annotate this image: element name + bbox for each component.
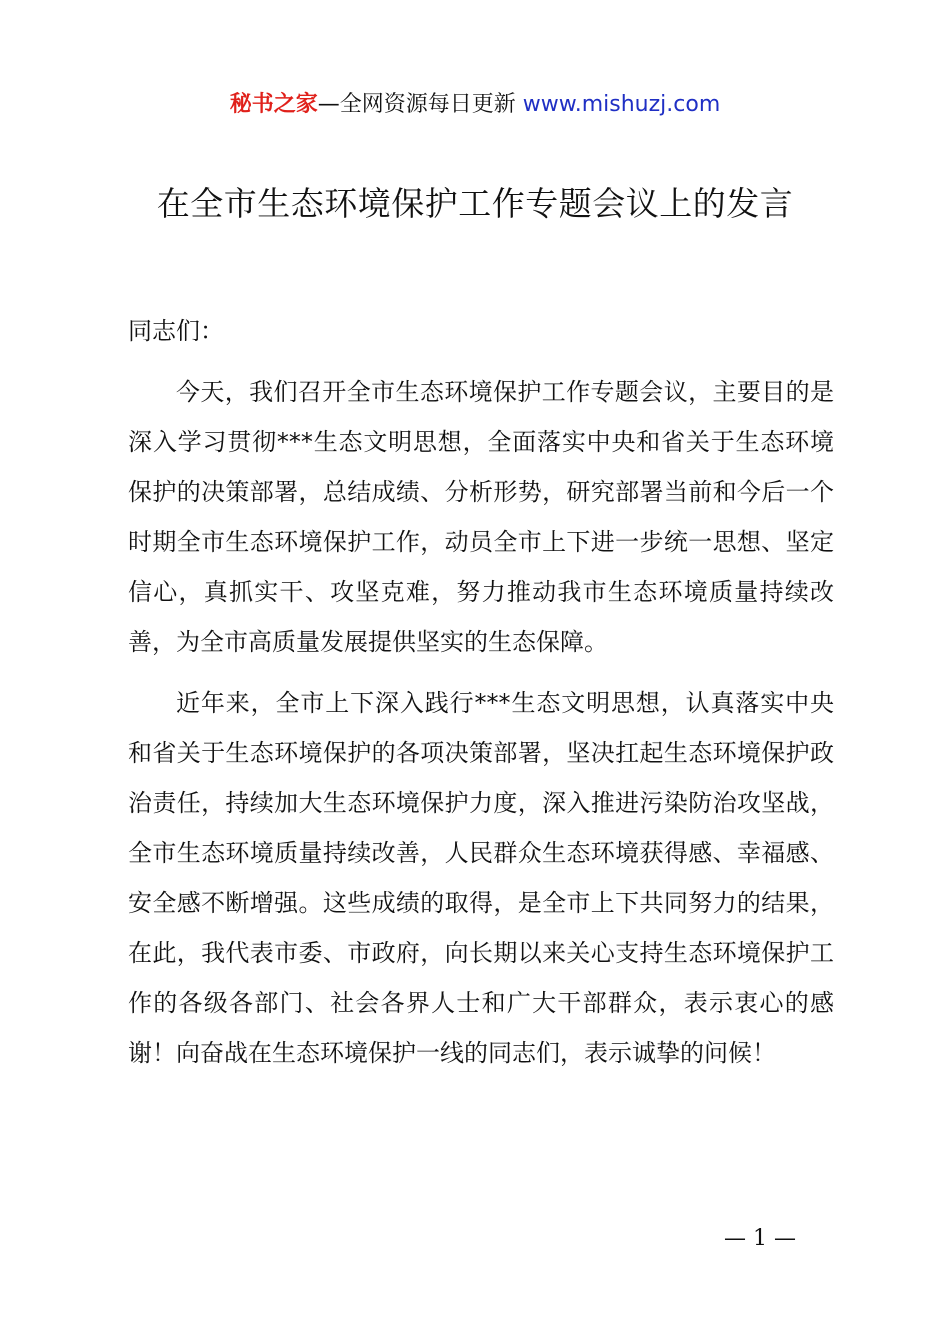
brand-name: 秘书之家 (229, 92, 318, 117)
document-body (128, 306, 834, 1089)
site-url-link[interactable]: www.mishuzj.com (522, 92, 721, 117)
salutation: 同志们： (128, 317, 224, 345)
banner-tagline: —全网资源每日更新 (317, 92, 523, 117)
page-number: — 1 — (724, 1226, 796, 1251)
site-banner (0, 88, 950, 122)
document-title: 在全市生态环境保护工作专题会议上的发言 (156, 184, 794, 223)
paragraph-1: 今天，我们召开全市生态环境保护工作专题会议，主要目的是深入学习贯彻***生态文明思想，全面落实中央和省关于生态环境保护的决策部署，总结成绩、分析形势，研究部署当前和今后一个时期全市生态环境保护工作，动员全市上下进一步统一思想、坚定信心，真抓实干、攻坚克难，努力推动我市生态环境质量持续改善，为全市高质量发展提供坚实的生态保障。 (128, 378, 834, 656)
paragraph-2: 近年来，全市上下深入践行***生态文明思想，认真落实中央和省关于生态环境保护的各项决策部署，坚决扛起生态环境保护政治责任，持续加大生态环境保护力度，深入推进污染防治攻坚战，全市生态环境质量持续改善，人民群众生态环境获得感、幸福感、安全感不断增强。这些成绩的取得，是全市上下共同努力的结果，在此，我代表市委、市政府，向长期以来关心支持生态环境保护工作的各级各部门、社会各界人士和广大干部群众，表示衷心的感谢！向奋战在生态环境保护一线的同志们，表示诚挚的问候！ (128, 689, 834, 1067)
